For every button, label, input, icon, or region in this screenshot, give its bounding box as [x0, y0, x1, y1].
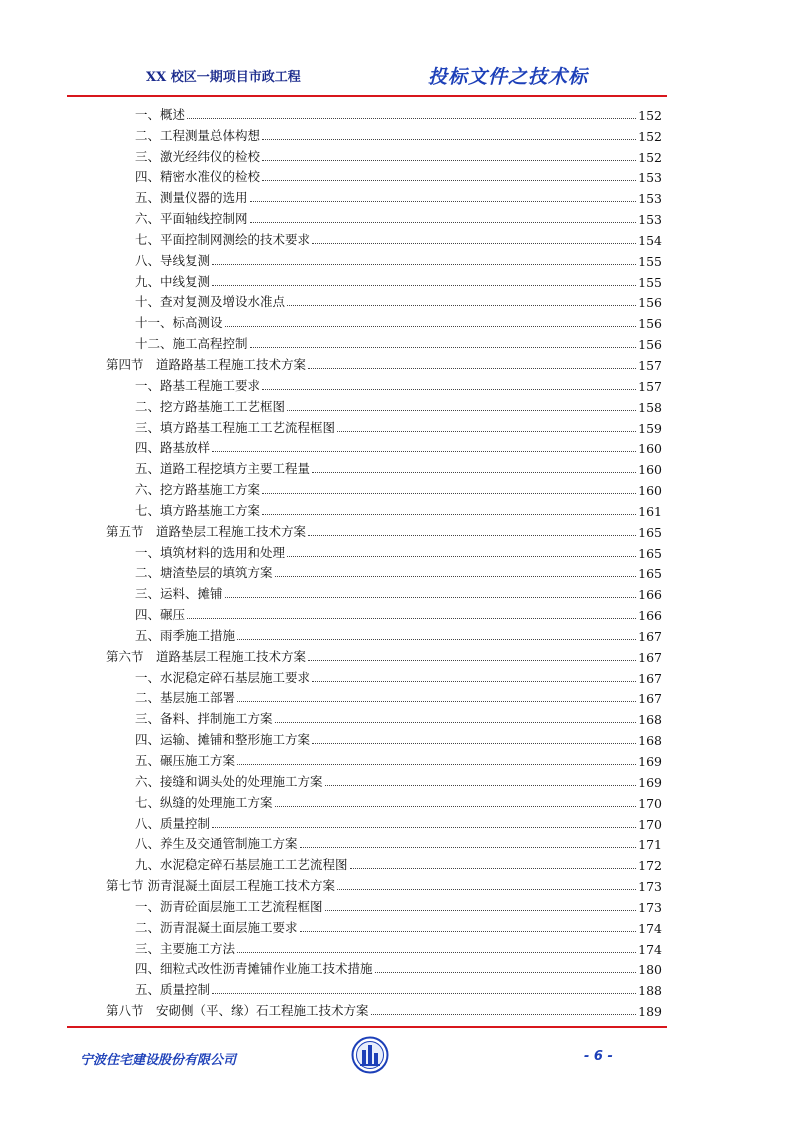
toc-subsection-entry[interactable]: [106, 852, 662, 873]
toc-entry-label: 四、运输、摊铺和整形施工方案: [135, 732, 311, 748]
toc-entry-label: 十一、标高测设: [135, 315, 223, 331]
toc-subsection-entry[interactable]: [106, 790, 662, 811]
toc-dot-leader: [250, 201, 637, 202]
toc-dot-leader: [312, 472, 636, 473]
toc-dot-leader: [308, 368, 636, 369]
toc-entry-label: 三、填方路基工程施工工艺流程框图: [135, 419, 336, 435]
toc-dot-leader: [300, 847, 637, 848]
toc-entry-page: 152: [638, 149, 662, 165]
toc-subsection-entry[interactable]: [106, 436, 662, 457]
toc-entry-page: 155: [638, 274, 662, 290]
toc-entry-label: 六、挖方路基施工方案: [135, 482, 261, 498]
toc-entry-label: 四、细粒式改性沥青摊铺作业施工技术措施: [135, 961, 373, 977]
toc-entry-page: 189: [638, 1004, 662, 1020]
toc-dot-leader: [212, 993, 636, 994]
toc-entry-page: 172: [638, 858, 662, 874]
toc-entry-label: 二、沥青混凝土面层施工要求: [135, 919, 298, 935]
toc-subsection-entry[interactable]: [106, 123, 662, 144]
toc-entry-page: 166: [638, 587, 662, 603]
toc-entry-label: 三、激光经纬仪的检校: [135, 148, 261, 164]
toc-entry-page: 168: [638, 712, 662, 728]
toc-subsection-entry[interactable]: [106, 727, 662, 748]
toc-section-entry[interactable]: [106, 519, 662, 540]
toc-subsection-entry[interactable]: [106, 290, 662, 311]
header-divider: [67, 95, 667, 97]
toc-entry-label: 六、平面轴线控制网: [135, 211, 248, 227]
toc-entry-page: 174: [638, 920, 662, 936]
toc-dot-leader: [262, 180, 636, 181]
toc-entry-label: 第七节 沥青混凝土面层工程施工技术方案: [106, 878, 335, 894]
toc-entry-page: 167: [638, 649, 662, 665]
toc-entry-page: 155: [638, 253, 662, 269]
toc-entry-page: 160: [638, 441, 662, 457]
table-of-contents: [106, 102, 662, 1019]
toc-entry-page: 167: [638, 628, 662, 644]
toc-dot-leader: [275, 806, 637, 807]
toc-section-entry[interactable]: [106, 998, 662, 1019]
toc-subsection-entry[interactable]: [106, 894, 662, 915]
toc-subsection-entry[interactable]: [106, 915, 662, 936]
toc-subsection-entry[interactable]: [106, 832, 662, 853]
toc-entry-page: 153: [638, 191, 662, 207]
toc-subsection-entry[interactable]: [106, 227, 662, 248]
toc-dot-leader: [287, 556, 636, 557]
toc-entry-label: 五、碾压施工方案: [135, 753, 236, 768]
toc-subsection-entry[interactable]: [106, 415, 662, 436]
company-logo-icon: [351, 1036, 389, 1074]
toc-entry-label: 二、工程测量总体构想: [135, 127, 261, 143]
company-name: 宁波住宅建设股份有限公司: [80, 1053, 237, 1068]
toc-dot-leader: [308, 535, 636, 536]
toc-subsection-entry[interactable]: [106, 936, 662, 957]
toc-entry-page: 159: [638, 420, 662, 436]
toc-subsection-entry[interactable]: [106, 706, 662, 727]
toc-entry-page: 160: [638, 462, 662, 478]
toc-entry-page: 152: [638, 128, 662, 144]
toc-entry-page: 166: [638, 608, 662, 624]
toc-subsection-entry[interactable]: [106, 456, 662, 477]
toc-entry-page: 165: [638, 524, 662, 540]
toc-entry-page: 168: [638, 733, 662, 749]
toc-dot-leader: [300, 931, 637, 932]
document-title: 投标文件之技术标: [428, 66, 589, 88]
toc-subsection-entry[interactable]: [106, 769, 662, 790]
toc-dot-leader: [337, 889, 636, 890]
toc-dot-leader: [250, 347, 637, 348]
toc-entry-label: 第五节 道路垫层工程施工技术方案: [106, 523, 307, 539]
toc-entry-label: 四、路基放样: [135, 440, 211, 456]
toc-dot-leader: [250, 222, 637, 223]
toc-entry-page: 171: [638, 837, 662, 853]
toc-entry-label: 三、运料、摊铺: [135, 586, 223, 602]
toc-subsection-entry[interactable]: [106, 561, 662, 582]
toc-entry-page: 165: [638, 545, 662, 561]
toc-entry-page: 170: [638, 795, 662, 811]
toc-dot-leader: [212, 451, 636, 452]
toc-entry-page: 174: [638, 941, 662, 957]
toc-entry-label: 一、路基工程施工要求: [135, 377, 261, 393]
toc-entry-label: 三、主要施工方法: [135, 940, 236, 956]
toc-dot-leader: [275, 722, 637, 723]
toc-subsection-entry[interactable]: [106, 540, 662, 561]
toc-subsection-entry[interactable]: [106, 498, 662, 519]
toc-entry-page: 156: [638, 337, 662, 353]
toc-dot-leader: [371, 1014, 637, 1015]
toc-subsection-entry[interactable]: [106, 581, 662, 602]
toc-entry-page: 153: [638, 170, 662, 186]
toc-dot-leader: [212, 827, 636, 828]
toc-entry-page: 180: [638, 962, 662, 978]
toc-entry-label: 八、养生及交通管制施工方案: [135, 836, 298, 852]
toc-entry-page: 169: [638, 754, 662, 769]
toc-subsection-entry[interactable]: [106, 185, 662, 206]
toc-entry-label: 三、备料、拌制施工方案: [135, 711, 273, 727]
toc-subsection-entry[interactable]: [106, 331, 662, 352]
toc-entry-page: 169: [638, 774, 662, 790]
toc-entry-label: 九、中线复测: [135, 273, 211, 289]
toc-subsection-entry[interactable]: [106, 477, 662, 498]
toc-dot-leader: [237, 764, 636, 765]
toc-entry-label: 七、纵缝的处理施工方案: [135, 794, 273, 810]
toc-entry-label: 四、精密水准仪的检校: [135, 169, 261, 185]
toc-dot-leader: [212, 264, 636, 265]
toc-subsection-entry[interactable]: [106, 748, 662, 769]
toc-dot-leader: [325, 785, 637, 786]
toc-dot-leader: [325, 910, 637, 911]
toc-entry-label: 七、填方路基施工方案: [135, 502, 261, 518]
toc-subsection-entry[interactable]: [106, 373, 662, 394]
toc-dot-leader: [262, 493, 636, 494]
toc-entry-label: 二、基层施工部署: [135, 690, 236, 706]
toc-entry-page: 158: [638, 399, 662, 415]
toc-entry-page: 167: [638, 670, 662, 686]
toc-subsection-entry[interactable]: [106, 165, 662, 186]
toc-dot-leader: [312, 743, 636, 744]
toc-section-entry[interactable]: [106, 644, 662, 665]
toc-dot-leader: [350, 868, 637, 869]
toc-entry-page: 156: [638, 295, 662, 311]
toc-entry-label: 二、塘渣垫层的填筑方案: [135, 565, 273, 581]
project-title: XX 校区一期项目市政工程: [146, 70, 301, 85]
toc-entry-page: 157: [638, 378, 662, 394]
toc-dot-leader: [308, 660, 636, 661]
toc-subsection-entry[interactable]: [106, 623, 662, 644]
toc-entry-page: 157: [638, 357, 662, 373]
toc-entry-label: 六、接缝和调头处的处理施工方案: [135, 773, 323, 789]
toc-subsection-entry[interactable]: [106, 686, 662, 707]
toc-entry-label: 五、测量仪器的选用: [135, 190, 248, 206]
toc-entry-page: 167: [638, 691, 662, 707]
toc-dot-leader: [262, 514, 636, 515]
toc-entry-page: 165: [638, 566, 662, 582]
toc-entry-label: 一、概述: [135, 106, 186, 122]
toc-dot-leader: [262, 160, 636, 161]
toc-dot-leader: [187, 618, 636, 619]
toc-subsection-entry[interactable]: [106, 394, 662, 415]
toc-entry-label: 第八节 安砌侧（平、缘）石工程施工技术方案: [106, 1003, 369, 1019]
toc-entry-page: 160: [638, 483, 662, 499]
toc-dot-leader: [187, 118, 636, 119]
toc-entry-page: 154: [638, 232, 662, 248]
toc-dot-leader: [312, 243, 636, 244]
toc-subsection-entry[interactable]: [106, 602, 662, 623]
toc-entry-label: 十、查对复测及增设水准点: [135, 294, 286, 310]
toc-entry-page: 161: [638, 503, 662, 519]
toc-subsection-entry[interactable]: [106, 310, 662, 331]
toc-subsection-entry[interactable]: [106, 665, 662, 686]
toc-subsection-entry[interactable]: [106, 977, 662, 998]
toc-section-entry[interactable]: [106, 873, 662, 894]
toc-subsection-entry[interactable]: [106, 811, 662, 832]
toc-subsection-entry[interactable]: [106, 102, 662, 123]
toc-dot-leader: [237, 639, 636, 640]
toc-subsection-entry[interactable]: [106, 206, 662, 227]
toc-dot-leader: [237, 952, 636, 953]
toc-subsection-entry[interactable]: [106, 144, 662, 165]
page-number: - 6 -: [584, 1049, 613, 1064]
toc-entry-page: 173: [638, 879, 662, 895]
toc-entry-label: 五、质量控制: [135, 982, 211, 998]
toc-entry-label: 五、雨季施工措施: [135, 627, 236, 643]
toc-entry-label: 七、平面控制网测绘的技术要求: [135, 231, 311, 247]
toc-dot-leader: [225, 597, 637, 598]
toc-subsection-entry[interactable]: [106, 269, 662, 290]
toc-entry-label: 五、道路工程挖填方主要工程量: [135, 461, 311, 477]
toc-dot-leader: [337, 431, 636, 432]
toc-entry-label: 第四节 道路路基工程施工技术方案: [106, 356, 307, 372]
toc-entry-label: 八、导线复测: [135, 252, 211, 268]
toc-dot-leader: [287, 305, 636, 306]
toc-entry-page: 188: [638, 983, 662, 999]
toc-section-entry[interactable]: [106, 352, 662, 373]
toc-entry-label: 一、填筑材料的选用和处理: [135, 544, 286, 560]
toc-entry-page: 156: [638, 316, 662, 332]
toc-entry-page: 173: [638, 899, 662, 915]
toc-entry-label: 第六节 道路基层工程施工技术方案: [106, 648, 307, 664]
footer-divider: [67, 1026, 667, 1028]
toc-dot-leader: [212, 285, 636, 286]
toc-entry-label: 九、水泥稳定碎石基层施工工艺流程图: [135, 857, 348, 873]
toc-dot-leader: [262, 389, 636, 390]
toc-subsection-entry[interactable]: [106, 957, 662, 978]
toc-entry-page: 152: [638, 107, 662, 123]
toc-dot-leader: [312, 681, 636, 682]
toc-dot-leader: [375, 972, 637, 973]
toc-entry-label: 一、沥青砼面层施工工艺流程框图: [135, 898, 323, 914]
toc-entry-label: 一、水泥稳定碎石基层施工要求: [135, 669, 311, 685]
toc-entry-label: 十二、施工高程控制: [135, 336, 248, 352]
toc-entry-page: 153: [638, 212, 662, 228]
toc-dot-leader: [262, 139, 636, 140]
toc-dot-leader: [225, 326, 637, 327]
toc-dot-leader: [275, 576, 637, 577]
toc-entry-page: 170: [638, 816, 662, 832]
toc-dot-leader: [287, 410, 636, 411]
toc-entry-label: 四、碾压: [135, 607, 186, 623]
toc-subsection-entry[interactable]: [106, 248, 662, 269]
toc-entry-label: 八、质量控制: [135, 815, 211, 831]
toc-entry-label: 二、挖方路基施工工艺框图: [135, 398, 286, 414]
toc-dot-leader: [237, 701, 636, 702]
